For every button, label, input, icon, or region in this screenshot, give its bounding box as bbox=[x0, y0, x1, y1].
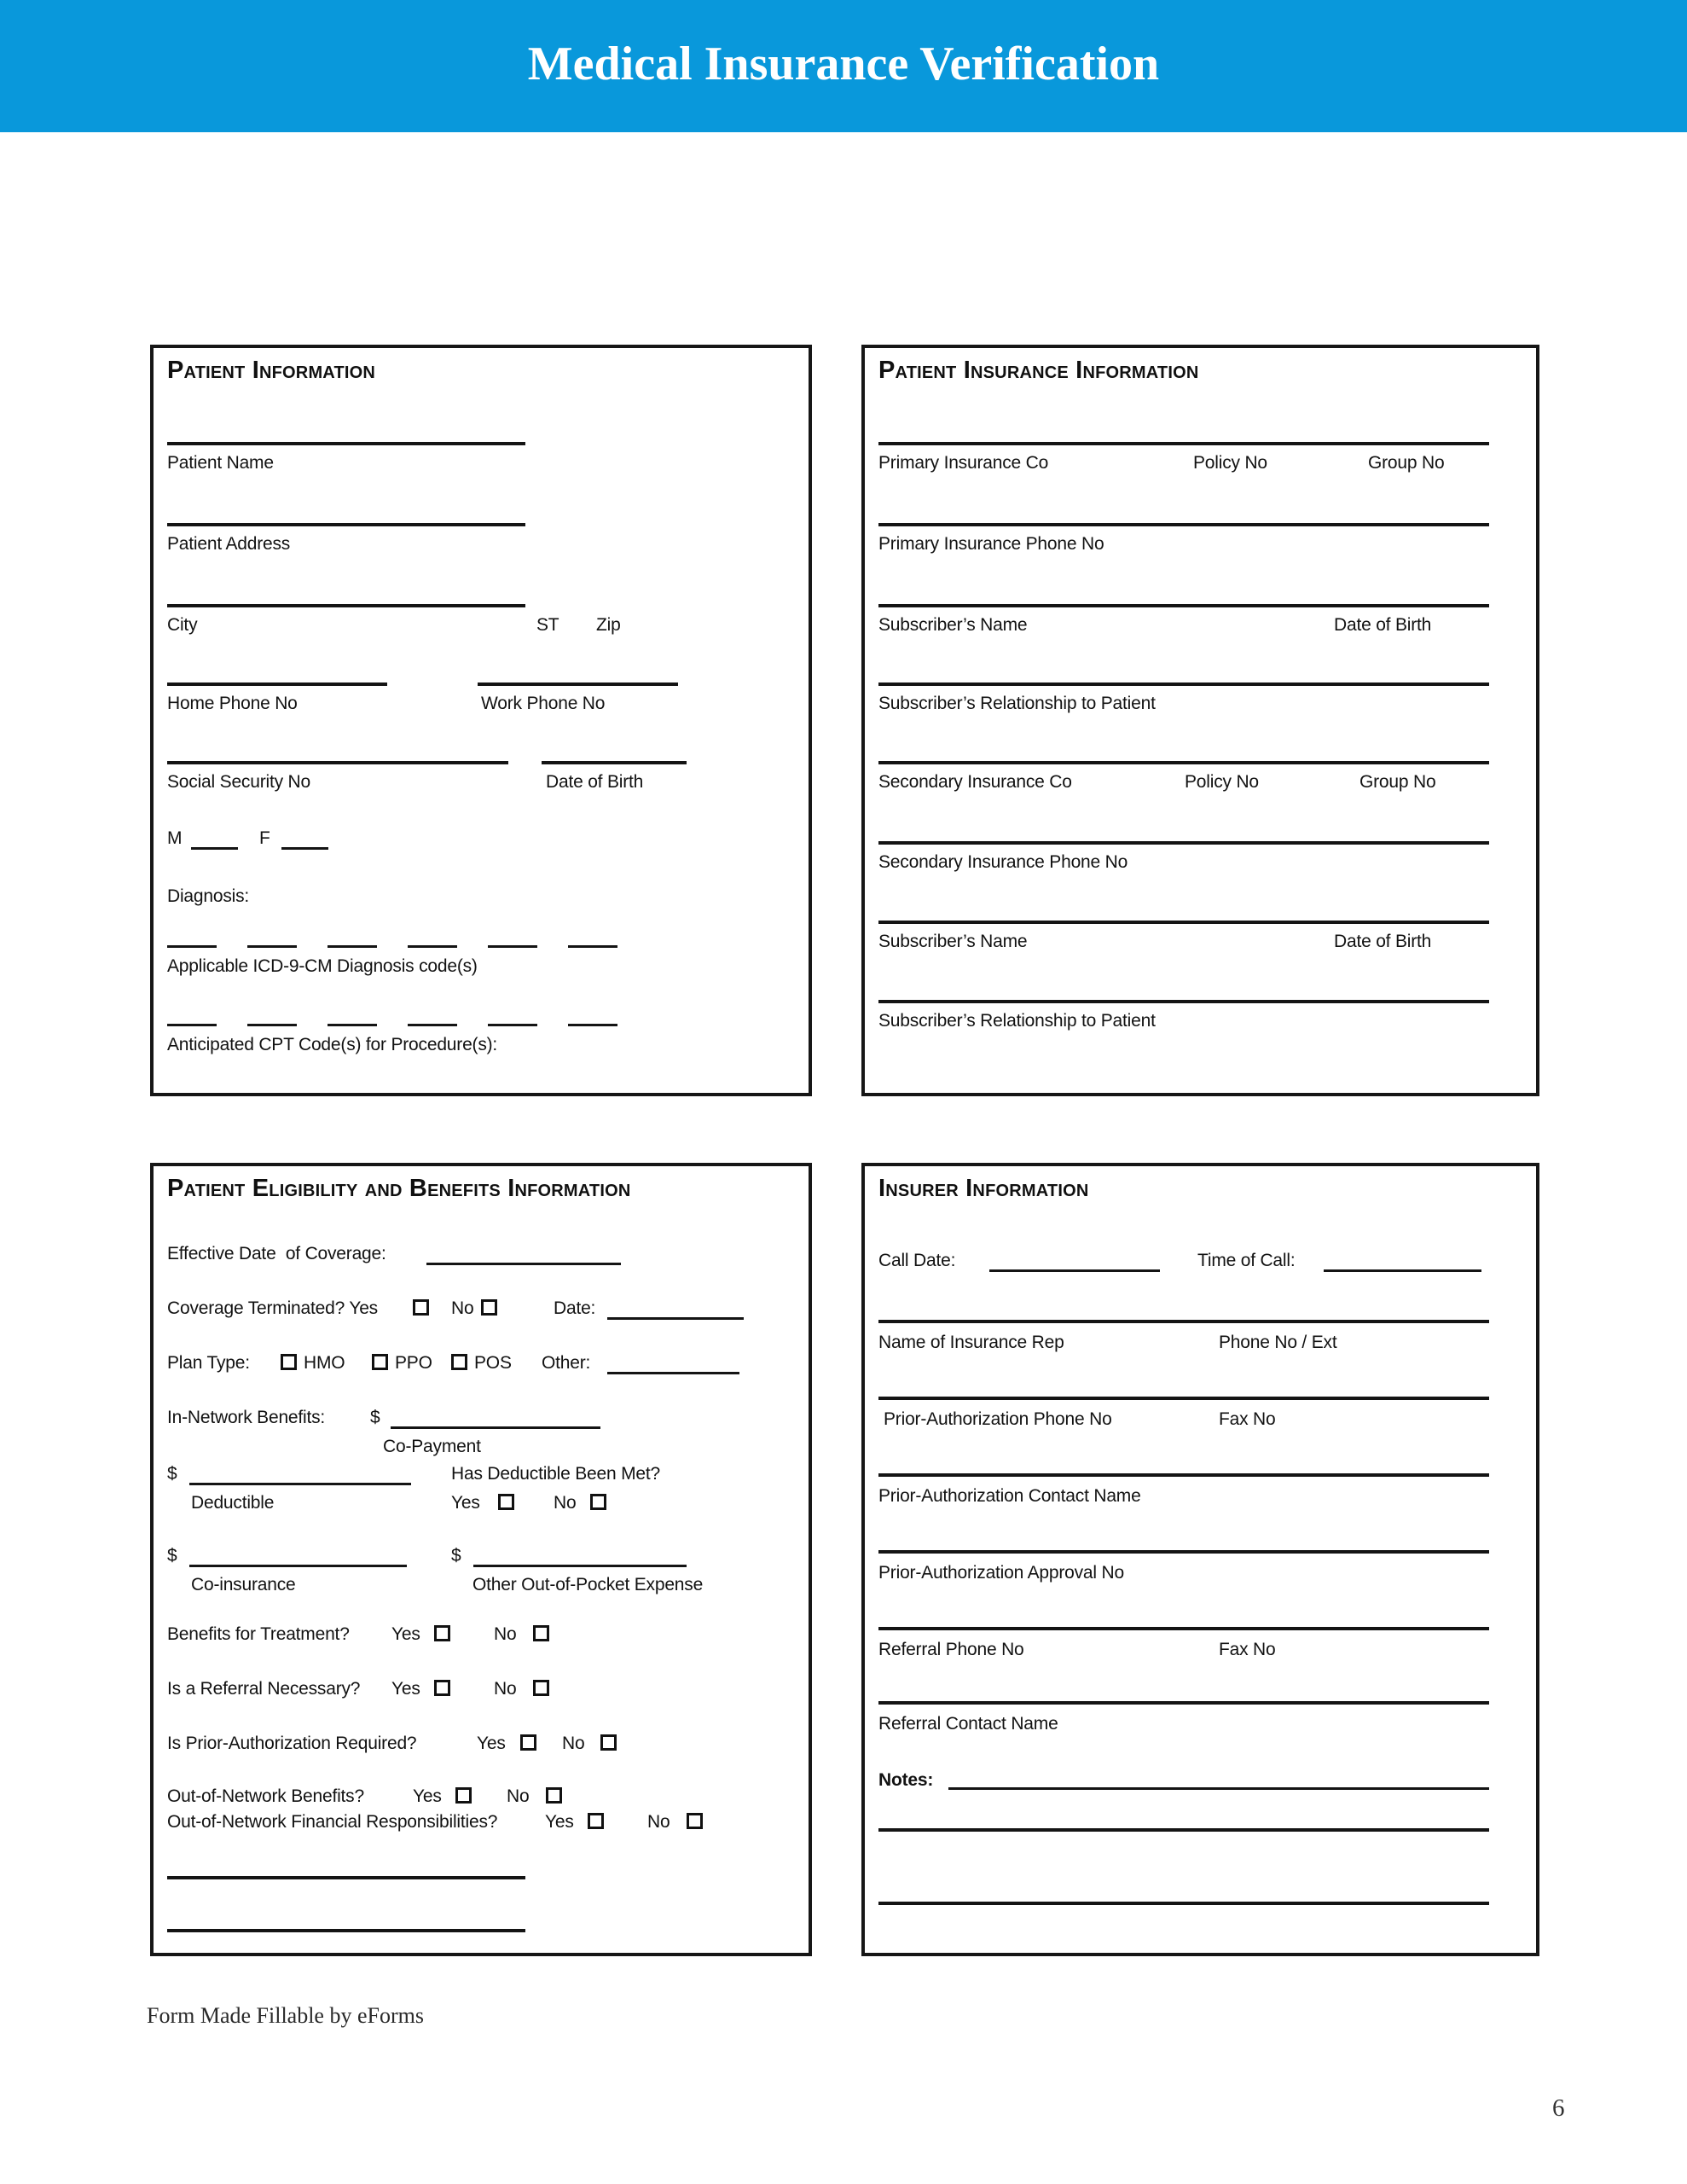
deductible-met-no-label: No bbox=[554, 1493, 577, 1513]
prior-auth-phone-line[interactable] bbox=[878, 1397, 1489, 1400]
time-of-call-line[interactable] bbox=[1324, 1250, 1481, 1272]
other-oop-amount-line[interactable] bbox=[473, 1545, 687, 1567]
termination-date-line[interactable] bbox=[607, 1298, 744, 1320]
eligibility-title: Patient Eligibility and Benefits Information bbox=[167, 1175, 631, 1202]
copayment-label: Co-Payment bbox=[383, 1437, 481, 1456]
insurance-rep-label: Name of Insurance Rep bbox=[878, 1333, 1064, 1352]
female-line[interactable] bbox=[281, 828, 328, 850]
primary-group-no-label: Group No bbox=[1368, 453, 1445, 473]
effective-date-label: Effective Date of Coverage: bbox=[167, 1244, 386, 1263]
cpt-code-line-1[interactable] bbox=[167, 1024, 217, 1026]
benefits-treatment-yes-label: Yes bbox=[391, 1624, 420, 1644]
ssn-label: Social Security No bbox=[167, 772, 310, 792]
primary-subscriber-relationship-line[interactable] bbox=[878, 682, 1489, 686]
referral-necessary-yes-label: Yes bbox=[391, 1679, 420, 1699]
secondary-phone-label: Secondary Insurance Phone No bbox=[878, 852, 1128, 872]
prior-auth-approval-line[interactable] bbox=[878, 1550, 1489, 1554]
cpt-codes-label: Anticipated CPT Code(s) for Procedure(s): bbox=[167, 1035, 498, 1054]
secondary-subscriber-dob-label: Date of Birth bbox=[1334, 932, 1432, 951]
plan-type-ppo-checkbox[interactable] bbox=[372, 1354, 388, 1370]
prior-auth-required-label: Is Prior-Authorization Required? bbox=[167, 1734, 417, 1753]
footer-note: Form Made Fillable by eForms bbox=[147, 2003, 424, 2028]
primary-subscriber-relationship-label: Subscriber’s Relationship to Patient bbox=[878, 694, 1156, 713]
secondary-subscriber-relationship-line[interactable] bbox=[878, 1000, 1489, 1003]
city-label: City bbox=[167, 615, 198, 635]
patient-address-line[interactable] bbox=[167, 523, 525, 526]
eligibility-notes-line-1[interactable] bbox=[167, 1876, 525, 1879]
copayment-dollar-sign: $ bbox=[370, 1408, 380, 1427]
coinsurance-label: Co-insurance bbox=[191, 1575, 296, 1594]
rep-phone-ext-label: Phone No / Ext bbox=[1219, 1333, 1337, 1352]
cpt-code-line-6[interactable] bbox=[568, 1024, 617, 1026]
patient-address-label: Patient Address bbox=[167, 534, 291, 554]
secondary-insurance-line[interactable] bbox=[878, 761, 1489, 764]
oon-financial-yes-label: Yes bbox=[545, 1812, 574, 1832]
coverage-terminated-no-checkbox[interactable] bbox=[481, 1299, 497, 1316]
referral-phone-line[interactable] bbox=[878, 1627, 1489, 1630]
primary-policy-no-label: Policy No bbox=[1193, 453, 1267, 473]
coverage-terminated-label: Coverage Terminated? Yes bbox=[167, 1298, 378, 1318]
dob-label: Date of Birth bbox=[546, 772, 644, 792]
female-label: F bbox=[259, 828, 270, 848]
benefits-treatment-label: Benefits for Treatment? bbox=[167, 1624, 350, 1644]
primary-subscriber-dob-label: Date of Birth bbox=[1334, 615, 1432, 635]
icd-code-line-1[interactable] bbox=[167, 945, 217, 948]
referral-necessary-label: Is a Referral Necessary? bbox=[167, 1679, 361, 1699]
plan-type-other-line[interactable] bbox=[607, 1352, 739, 1374]
icd-code-line-5[interactable] bbox=[488, 945, 537, 948]
oon-financial-no-label: No bbox=[647, 1812, 670, 1832]
referral-necessary-no-label: No bbox=[494, 1679, 517, 1699]
insurer-information-title: Insurer Information bbox=[878, 1175, 1089, 1202]
work-phone-label: Work Phone No bbox=[481, 694, 606, 713]
referral-fax-label: Fax No bbox=[1219, 1640, 1276, 1659]
male-line[interactable] bbox=[191, 828, 238, 850]
secondary-group-no-label: Group No bbox=[1359, 772, 1436, 792]
oon-financial-yes-checkbox[interactable] bbox=[588, 1813, 604, 1829]
primary-subscriber-name-label: Subscriber’s Name bbox=[878, 615, 1028, 635]
city-st-zip-line[interactable] bbox=[167, 604, 525, 607]
primary-insurance-label: Primary Insurance Co bbox=[878, 453, 1049, 473]
benefits-treatment-no-label: No bbox=[494, 1624, 517, 1644]
icd-codes-label: Applicable ICD-9-CM Diagnosis code(s) bbox=[167, 956, 478, 976]
secondary-insurance-label: Secondary Insurance Co bbox=[878, 772, 1072, 792]
prior-auth-fax-label: Fax No bbox=[1219, 1409, 1276, 1429]
icd-code-line-4[interactable] bbox=[408, 945, 457, 948]
in-network-benefits-label: In-Network Benefits: bbox=[167, 1408, 326, 1427]
primary-subscriber-name-line[interactable] bbox=[878, 604, 1489, 607]
insurer-information-section bbox=[861, 1163, 1539, 1956]
coverage-terminated-yes-checkbox[interactable] bbox=[413, 1299, 429, 1316]
dob-line[interactable] bbox=[542, 761, 687, 764]
ssn-line[interactable] bbox=[167, 761, 508, 764]
time-of-call-label: Time of Call: bbox=[1197, 1251, 1296, 1270]
patient-name-label: Patient Name bbox=[167, 453, 274, 473]
notes-line-1[interactable] bbox=[948, 1768, 1489, 1790]
notes-line-2[interactable] bbox=[878, 1828, 1489, 1832]
oon-benefits-yes-checkbox[interactable] bbox=[455, 1787, 472, 1804]
notes-line-3[interactable] bbox=[878, 1902, 1489, 1905]
prior-auth-approval-label: Prior-Authorization Approval No bbox=[878, 1563, 1124, 1583]
patient-name-line[interactable] bbox=[167, 442, 525, 445]
oon-financial-label: Out-of-Network Financial Responsibilities? bbox=[167, 1812, 498, 1832]
secondary-subscriber-name-label: Subscriber’s Name bbox=[878, 932, 1028, 951]
secondary-subscriber-name-line[interactable] bbox=[878, 921, 1489, 924]
plan-type-pos-checkbox[interactable] bbox=[451, 1354, 467, 1370]
cpt-code-line-3[interactable] bbox=[328, 1024, 377, 1026]
patient-information-title: Patient Information bbox=[167, 357, 376, 384]
other-oop-dollar-sign: $ bbox=[451, 1546, 461, 1565]
male-label: M bbox=[167, 828, 183, 848]
secondary-policy-no-label: Policy No bbox=[1185, 772, 1259, 792]
eligibility-notes-line-2[interactable] bbox=[167, 1929, 525, 1932]
insurance-rep-line[interactable] bbox=[878, 1320, 1489, 1323]
cpt-code-line-5[interactable] bbox=[488, 1024, 537, 1026]
copayment-amount-line[interactable] bbox=[391, 1407, 600, 1429]
effective-date-line[interactable] bbox=[426, 1243, 621, 1265]
icd-code-line-2[interactable] bbox=[247, 945, 297, 948]
patient-information-section bbox=[150, 345, 812, 1096]
patient-insurance-section bbox=[861, 345, 1539, 1096]
coverage-terminated-no-label: No bbox=[451, 1298, 474, 1318]
benefits-treatment-yes-checkbox[interactable] bbox=[434, 1625, 450, 1641]
call-date-label: Call Date: bbox=[878, 1251, 956, 1270]
referral-phone-label: Referral Phone No bbox=[878, 1640, 1024, 1659]
deductible-met-label: Has Deductible Been Met? bbox=[451, 1464, 661, 1484]
secondary-subscriber-relationship-label: Subscriber’s Relationship to Patient bbox=[878, 1011, 1156, 1031]
zip-label: Zip bbox=[596, 615, 621, 635]
primary-phone-label: Primary Insurance Phone No bbox=[878, 534, 1104, 554]
page-title: Medical Insurance Verification bbox=[527, 38, 1160, 90]
prior-auth-phone-label: Prior-Authorization Phone No bbox=[884, 1409, 1112, 1429]
referral-necessary-yes-checkbox[interactable] bbox=[434, 1680, 450, 1696]
plan-type-hmo-label: HMO bbox=[304, 1353, 345, 1373]
call-date-line[interactable] bbox=[989, 1250, 1160, 1272]
plan-type-pos-label: POS bbox=[474, 1353, 512, 1373]
deductible-met-yes-checkbox[interactable] bbox=[498, 1494, 514, 1510]
prior-auth-required-yes-label: Yes bbox=[477, 1734, 506, 1753]
prior-auth-contact-label: Prior-Authorization Contact Name bbox=[878, 1486, 1141, 1506]
prior-auth-contact-line[interactable] bbox=[878, 1473, 1489, 1477]
referral-contact-label: Referral Contact Name bbox=[878, 1714, 1058, 1734]
primary-insurance-line[interactable] bbox=[878, 442, 1489, 445]
plan-type-hmo-checkbox[interactable] bbox=[281, 1354, 297, 1370]
coinsurance-dollar-sign: $ bbox=[167, 1546, 177, 1565]
prior-auth-required-no-label: No bbox=[562, 1734, 585, 1753]
oon-benefits-no-checkbox[interactable] bbox=[546, 1787, 562, 1804]
cpt-code-line-4[interactable] bbox=[408, 1024, 457, 1026]
other-oop-label: Other Out-of-Pocket Expense bbox=[472, 1575, 704, 1594]
oon-benefits-yes-label: Yes bbox=[413, 1786, 442, 1806]
secondary-phone-line[interactable] bbox=[878, 841, 1489, 845]
plan-type-other-label: Other: bbox=[542, 1353, 591, 1373]
deductible-met-no-checkbox[interactable] bbox=[590, 1494, 606, 1510]
patient-insurance-title: Patient Insurance Information bbox=[878, 357, 1199, 384]
home-phone-line[interactable] bbox=[167, 682, 387, 686]
oon-benefits-no-label: No bbox=[507, 1786, 530, 1806]
prior-auth-required-no-checkbox[interactable] bbox=[600, 1734, 617, 1751]
deductible-dollar-sign: $ bbox=[167, 1464, 177, 1484]
deductible-met-yes-label: Yes bbox=[451, 1493, 480, 1513]
page-number: 6 bbox=[1552, 2094, 1565, 2122]
plan-type-label: Plan Type: bbox=[167, 1353, 250, 1373]
prior-auth-required-yes-checkbox[interactable] bbox=[520, 1734, 536, 1751]
termination-date-label: Date: bbox=[554, 1298, 596, 1318]
home-phone-label: Home Phone No bbox=[167, 694, 298, 713]
state-label: ST bbox=[536, 615, 559, 635]
referral-contact-line[interactable] bbox=[878, 1701, 1489, 1705]
oon-financial-no-checkbox[interactable] bbox=[687, 1813, 703, 1829]
benefits-treatment-no-checkbox[interactable] bbox=[533, 1625, 549, 1641]
eligibility-section bbox=[150, 1163, 812, 1956]
icd-code-line-3[interactable] bbox=[328, 945, 377, 948]
deductible-label: Deductible bbox=[191, 1493, 275, 1513]
notes-label: Notes: bbox=[878, 1770, 934, 1790]
referral-necessary-no-checkbox[interactable] bbox=[533, 1680, 549, 1696]
work-phone-line[interactable] bbox=[478, 682, 678, 686]
cpt-code-line-2[interactable] bbox=[247, 1024, 297, 1026]
diagnosis-label: Diagnosis: bbox=[167, 886, 250, 906]
primary-phone-line[interactable] bbox=[878, 523, 1489, 526]
icd-code-line-6[interactable] bbox=[568, 945, 617, 948]
oon-benefits-label: Out-of-Network Benefits? bbox=[167, 1786, 364, 1806]
coinsurance-amount-line[interactable] bbox=[189, 1545, 407, 1567]
deductible-amount-line[interactable] bbox=[189, 1463, 411, 1485]
plan-type-ppo-label: PPO bbox=[395, 1353, 432, 1373]
